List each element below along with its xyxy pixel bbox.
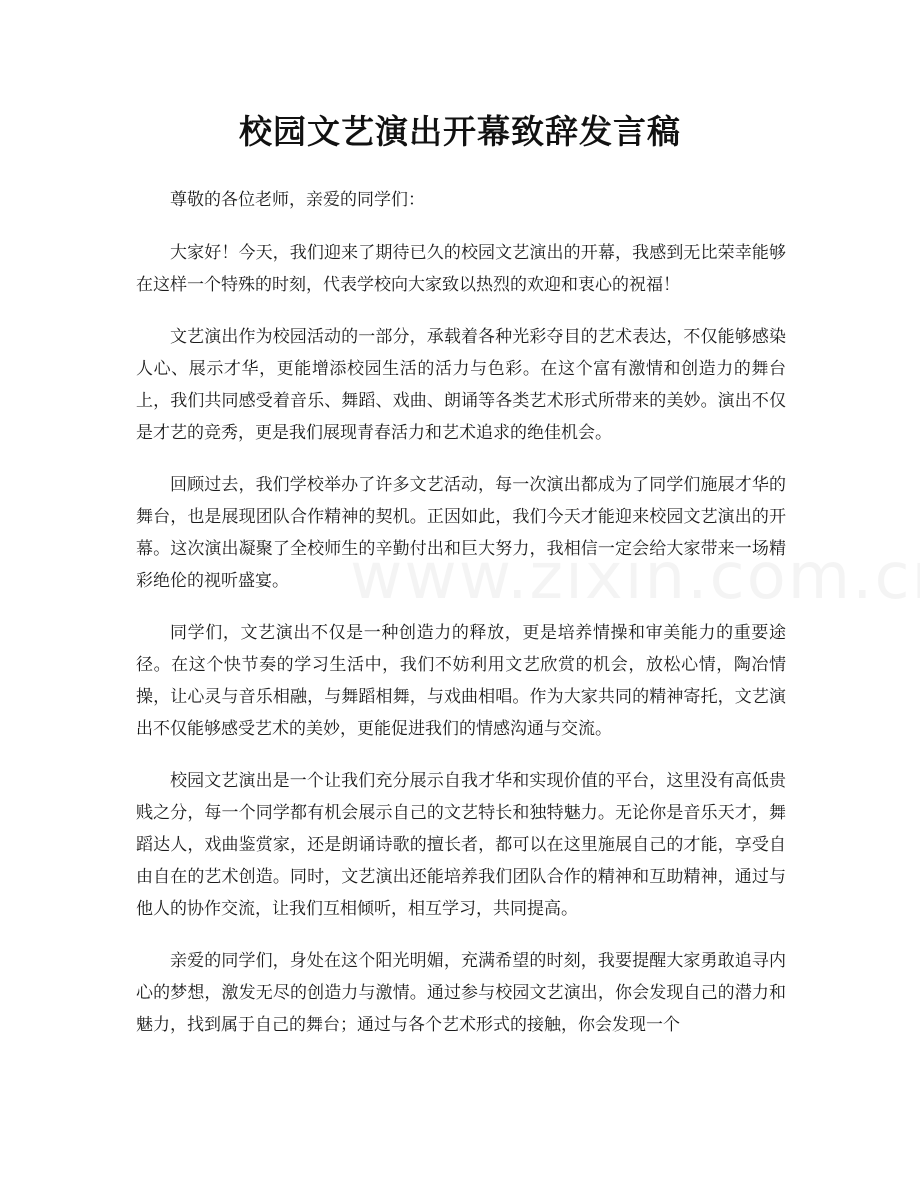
document-body: [136, 184, 786, 1061]
paragraph-platform: 校园文艺演出是一个让我们充分展示自我才华和实现价值的平台，这里没有高低贵贱之分，每一个同学都有机会展示自己的文艺特长和独特魅力。无论你是音乐天才，舞蹈达人，戏曲鉴赏家，还是朗诵诗歌的擅长者，都可以在这里施展自己的才能，享受自由自在的艺术创造。同时，文艺演出还能培养我们团队合作的精神和互助精神，通过与他人的协作交流，让我们互相倾听，相互学习，共同提高。: [136, 771, 786, 919]
document-title: 校园文艺演出开幕致辞发言稿: [239, 112, 681, 151]
paragraph-greeting: 大家好！今天，我们迎来了期待已久的校园文艺演出的开幕，我感到无比荣幸能够在这样一个特殊的时刻，代表学校向大家致以热烈的欢迎和衷心的祝福！: [136, 243, 786, 295]
paragraph-encouragement: 亲爱的同学们，身处在这个阳光明媚，充满希望的时刻，我要提醒大家勇敢追寻内心的梦想，激发无尽的创造力与激情。通过参与校园文艺演出，你会发现自己的潜力和魅力，找到属于自己的舞台；通过与各个艺术形式的接触，你会发现一个: [136, 951, 786, 1035]
paragraph-cultivation: 同学们，文艺演出不仅是一种创造力的释放，更是培养情操和审美能力的重要途径。在这个快节奏的学习生活中，我们不妨利用文艺欣赏的机会，放松心情，陶冶情操，让心灵与音乐相融，与舞蹈相舞，与戏曲相唱。作为大家共同的精神寄托，文艺演出不仅能够感受艺术的美妙，更能促进我们的情感沟通与交流。: [136, 623, 786, 739]
paragraph-review: 回顾过去，我们学校举办了许多文艺活动，每一次演出都成为了同学们施展才华的舞台，也是展现团队合作精神的契机。正因如此，我们今天才能迎来校园文艺演出的开幕。这次演出凝聚了全校师生的辛勤付出和巨大努力，我相信一定会给大家带来一场精彩绝伦的视听盛宴。: [136, 475, 786, 591]
salutation-paragraph: 尊敬的各位老师，亲爱的同学们：: [170, 190, 425, 210]
paragraph-performance-role: 文艺演出作为校园活动的一部分，承载着各种光彩夺目的艺术表达，不仅能够感染人心、展示才华，更能增添校园生活的活力与色彩。在这个富有激情和创造力的舞台上，我们共同感受着音乐、舞蹈、戏曲、朗诵等各类艺术形式所带来的美妙。演出不仅是才艺的竞秀，更是我们展现青春活力和艺术追求的绝佳机会。: [136, 327, 786, 443]
